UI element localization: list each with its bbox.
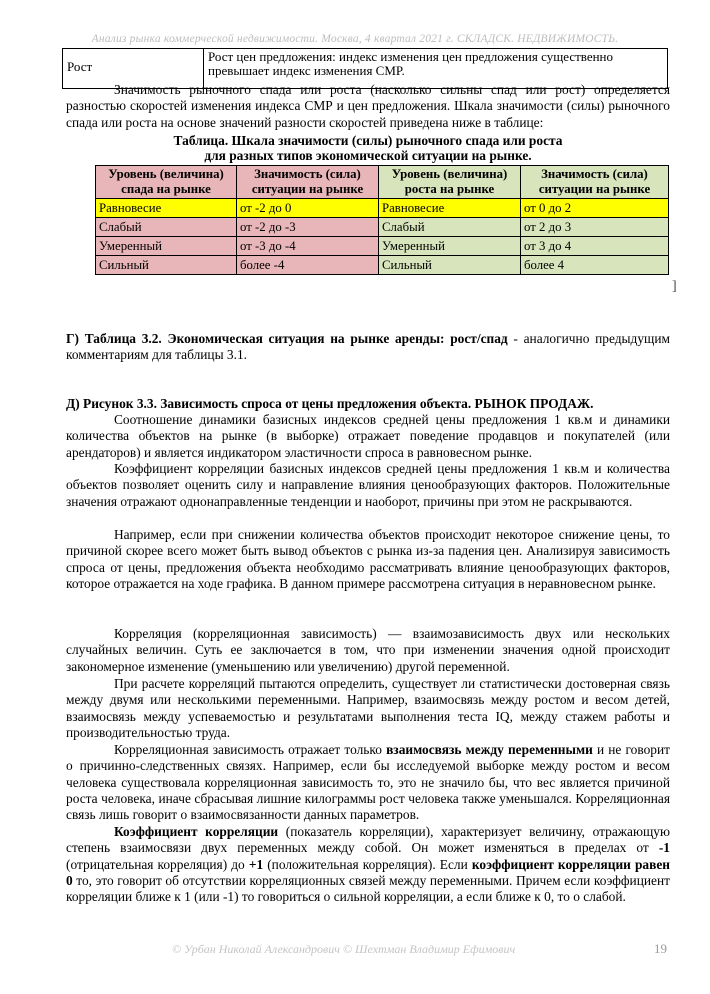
scale-row-equilibrium	[96, 199, 669, 218]
table-cell: от 0 до 2	[521, 199, 669, 218]
table-cell: Слабый	[379, 218, 521, 237]
table-cell: от 3 до 4	[521, 237, 669, 256]
paragraph-5: При расчете корреляций пытаются определить, существует ли статистически достоверная связь между двумя или несколькими переменными. Например, взаимосвязь между ростом и весом детей, взаимосвязь между успеваемостью и результатами выполнения теста IQ, между стажем работы и производительностью труда.	[66, 676, 670, 740]
p6-text-a: Корреляционная зависимость отражает только	[114, 742, 387, 757]
paragraph-4: Корреляция (корреляционная зависимость) — взаимозависимость двух или нескольких случайных величин. Суть ее заключается в том, что при изменении значения одной происходит закономерное изменение (уменьшению или увеличению) другой переменной.	[66, 626, 670, 674]
table-cell: Равновесие	[96, 199, 237, 218]
scale-row-strong	[96, 256, 669, 275]
p7-bold-g: коэффициент корреляции равен 0	[66, 856, 670, 888]
table-cell: от -2 до 0	[237, 199, 379, 218]
table-cell: Сильный	[379, 256, 521, 275]
table-cell: более -4	[237, 256, 379, 275]
header-growth-significance: Значимость (сила) ситуации на рынке	[521, 166, 669, 199]
p7-text-b: (показатель корреляции), характеризует величину, отражающую степень взаимосвязи двух переменных между собой. Он может изменяться в пределах от	[66, 824, 670, 856]
paragraph-1: Соотношение динамики базисных индексов средней цены предложения 1 кв.м и динамики количества объектов на рынке (в выборке) отражает поведение продавцов и покупателей (или арендаторов) и является индикатором эластичности спроса в равновесном рынке.	[66, 412, 670, 460]
table-cell: Умеренный	[379, 237, 521, 256]
significance-scale-table	[95, 165, 669, 275]
section-g-text: - аналогично предыдущим комментариям для таблицы 3.1.	[66, 331, 670, 363]
intro-paragraph: Значимость рыночного спада или роста (насколько сильны спад или рост) определяется разностью скоростей изменения индекса СМР и цен предложения. Шкала значимости (силы) рыночного спада или роста на основе значений разности скоростей приведена ниже в таблице:	[66, 82, 670, 130]
p7-bold-e: +1	[248, 856, 264, 872]
p6-text-c: и не говорит о причинно-следственных связях. Например, если бы исследуемой выборке между ростом и весом человека существовала корреляционная зависимость то, это не значило бы, что вес является причиной роста человека, иначе сбрасывая лишние килограммы рост человека также уменьшался. Корреляционная связь лишь говорит о взаимосвязанности данных параметров.	[66, 742, 671, 823]
bracket-mark: ]	[672, 279, 677, 294]
header-decline-level: Уровень (величина) спада на рынке	[96, 166, 237, 199]
growth-description-cell: Рост цен предложения: индекс изменения цен предложения существенно превышает индекс изменения СМР.	[204, 49, 668, 89]
header-growth-level: Уровень (величина) роста на рынке	[379, 166, 521, 199]
scale-header-row	[96, 166, 669, 199]
p7-bold-c: -1	[658, 840, 670, 856]
paragraph-6	[66, 742, 670, 823]
table-cell: Сильный	[96, 256, 237, 275]
table-cell: от 2 до 3	[521, 218, 669, 237]
paragraph-3: Например, если при снижении количества объектов происходит некоторое снижение цены, то причиной скорее всего может быть вывод объектов с рынка из-за падения цен. Анализируя зависимость спроса от цены, предложения объекта необходимо рассматривать влияние ценообразующих факторов, которое отражается на ходе графика. В данном примере рассмотрена ситуация в неравновесном рынке.	[66, 527, 670, 591]
header-decline-significance: Значимость (сила) ситуации на рынке	[237, 166, 379, 199]
paragraph-2: Коэффициент корреляции базисных индексов средней цены предложения 1 кв.м и количества объектов позволяет оценить силу и направление влияния ценообразующих факторов. Положительные значения отражают однонаправленные тенденции и наоборот, причины при этом не раскрываются.	[66, 461, 670, 509]
copyright-footer: © Урбан Николай Александрович © Шехтман Владимир Ефимович	[172, 942, 516, 956]
p7-bold-a: Коэффициент корреляции	[114, 824, 279, 839]
table-cell: Равновесие	[379, 199, 521, 218]
table-cell: Слабый	[96, 218, 237, 237]
table-cell: более 4	[521, 256, 669, 275]
table-title-line-2: для разных типов экономической ситуации на рынке.	[204, 148, 532, 163]
scale-row-moderate	[96, 237, 669, 256]
growth-label-cell: Рост	[63, 49, 204, 89]
paragraph-7	[66, 824, 670, 905]
running-header: Анализ рынка коммерческой недвижимости. Москва, 4 квартал 2021 г. СКЛАДСК. НЕДВИЖИМОСТЬ.	[91, 33, 619, 45]
p7-text-d: (отрицательная корреляция) до	[66, 856, 249, 872]
p7-text-f: (положительная корреляция). Если	[263, 856, 472, 872]
table-cell: от -3 до -4	[237, 237, 379, 256]
section-g-heading: Г) Таблица 3.2. Экономическая ситуация на рынке аренды: рост/спад	[66, 331, 508, 346]
section-d-heading: Д) Рисунок 3.3. Зависимость спроса от цены предложения объекта. РЫНОК ПРОДАЖ.	[66, 396, 594, 411]
table-title-line-1: Таблица. Шкала значимости (силы) рыночного спада или роста	[173, 133, 563, 148]
scale-row-weak	[96, 218, 669, 237]
p6-bold: взаимосвязь между переменными	[386, 742, 593, 757]
table-cell: Умеренный	[96, 237, 237, 256]
table-cell: от -2 до -3	[237, 218, 379, 237]
page-number: 19	[654, 941, 667, 956]
section-g-paragraph	[66, 331, 670, 364]
p7-text-h: то, это говорит об отсутствии корреляционных связей между переменными. Причем если коэффициент корреляции ближе к 1 (или -1) то говориться о сильной корреляции, а если ближе к 0, то о слабой.	[66, 872, 670, 905]
